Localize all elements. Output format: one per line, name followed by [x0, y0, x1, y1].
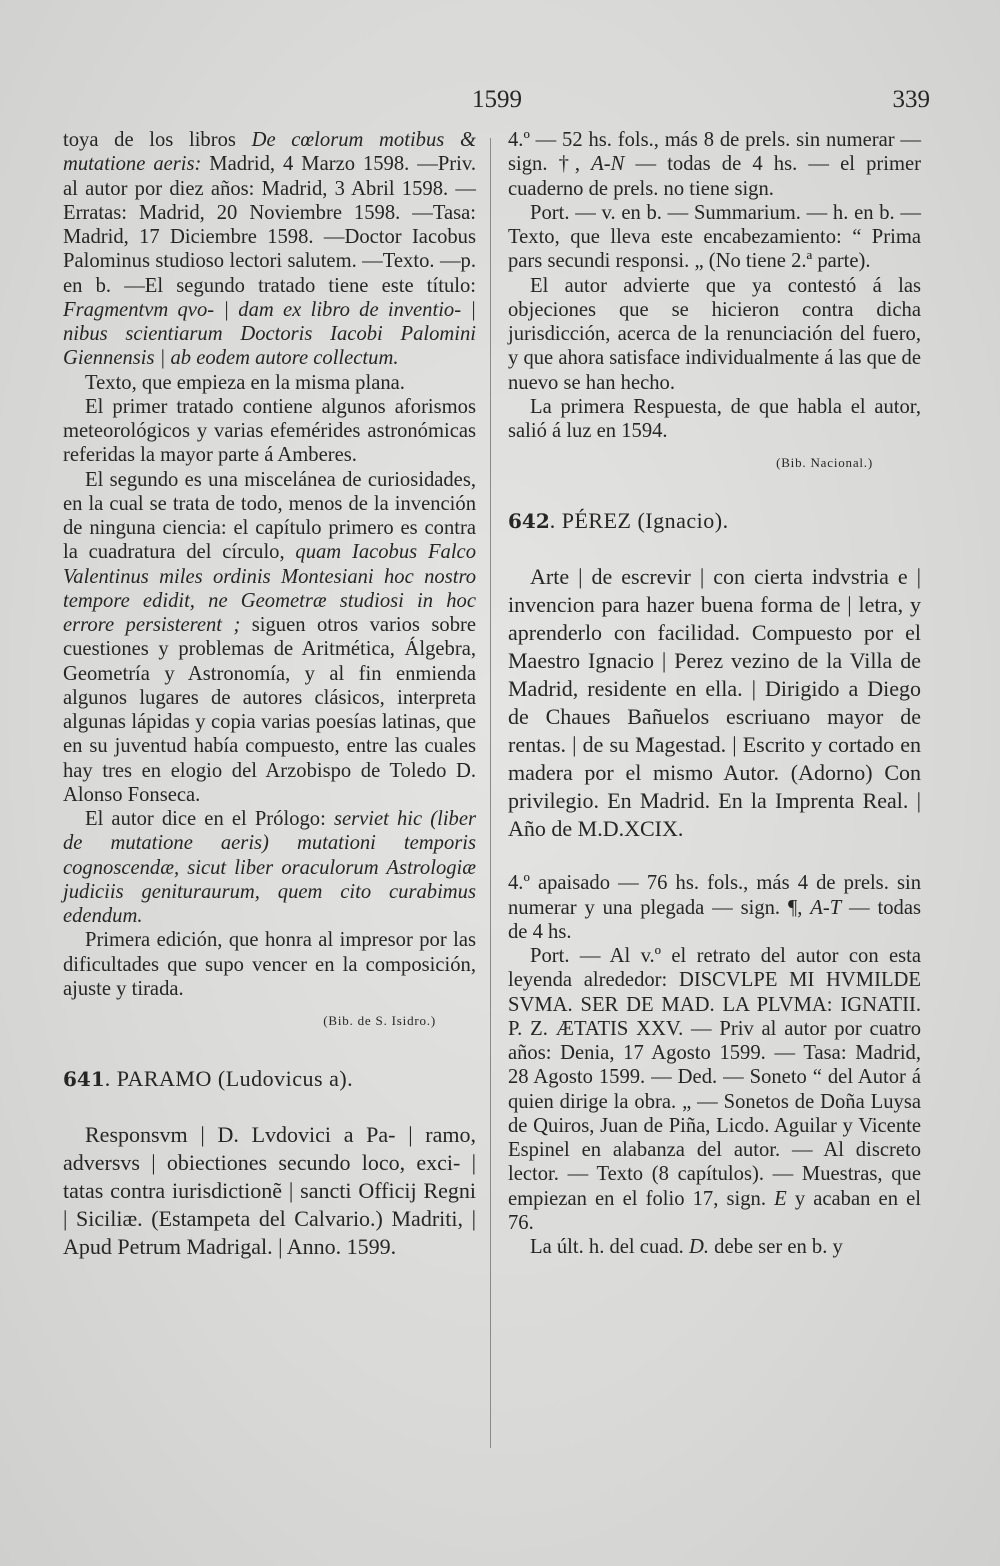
right-column: [508, 128, 921, 1259]
source-library: (Bib. Nacional.): [776, 455, 873, 471]
right-paragraphs: [508, 128, 921, 443]
text-run: El autor dice en el Prólogo:: [85, 808, 334, 830]
paragraph-d3: [508, 1235, 921, 1259]
entry-description: [508, 871, 921, 1259]
entry-title-transcription: Responsvm | D. Lvdovici a Pa- | ramo, adversvs | obiectiones secundo loco, exci- | tatas contra iurisdictionẽ | sancti Officij Regni | Siciliæ. (Estampeta del Calvario.) Madriti, | Apud Petrum Madrigal. | Anno. 1599.: [63, 1122, 476, 1259]
paragraph-r1: [508, 128, 921, 201]
paragraph-p5: [63, 807, 476, 928]
entry-heading: 641. PARAMO (Ludovicus a).: [63, 1066, 354, 1091]
italic-run: A-T: [810, 896, 842, 919]
source-library: (Bib. de S. Isidro.): [323, 1013, 436, 1028]
paragraph-p2: [63, 371, 476, 395]
text-run: El autor advierte que ya contestó á las objeciones que se hicieron contra dicha jurisdicción, acerca de la renunciación del fuero, y que ahora satisface individualmente á las que de nuevo se han hecho.: [508, 274, 921, 394]
italic-run: De cœlorum motibus & mutatione aeris:: [63, 129, 476, 176]
text-run: Primera edición, que honra al impresor por las dificultades que supo vencer en la composición, ajuste y tirada.: [63, 929, 476, 1000]
text-run: 4.º apaisado — 76 hs. fols., más 4 de prels. sin numerar y una plegada — sign. ¶,: [508, 872, 921, 919]
text-run: siguen otros varios sobre cuestiones y problemas de Aritmética, Álgebra, Geometría y Astronomía, y al fin enmienda algunos lugares de autores clásicos, interpreta algunas lápidas y copia varias poesías latinas, que en su juventud había compuesto, entre las cuales hay tres en elogio del Arzobispo de Toledo D. Alonso Fonseca.: [63, 614, 476, 806]
text-run: 4.º — 52 hs. fols., más 8 de prels. sin numerar — sign. †,: [508, 129, 921, 176]
text-run: y acaban en el 76.: [508, 1187, 921, 1234]
left-paragraphs: [63, 128, 476, 1001]
paragraph-r4: [508, 395, 921, 444]
text-run: La últ. h. del cuad.: [530, 1236, 689, 1258]
column-divider: [490, 138, 491, 1448]
page-number: 339: [892, 86, 930, 113]
italic-run: Fragmentvm qvo- | dam ex libro de inventio- | nibus scientiarum Doctoris Iacobi Palomini Giennensis | ab eodem autore collectum.: [63, 298, 476, 370]
text-run: La primera Respuesta, de que habla el autor, salió á luz en 1594.: [508, 395, 921, 442]
text-run: — todas de 4 hs.: [508, 896, 921, 943]
paragraph-d1: [508, 871, 921, 944]
text-run: El primer tratado contiene algunos aforismos meteorológicos y varias efemérides astronómicas referidas la mayor parte á Amberes.: [63, 395, 476, 467]
paragraph-p3: [63, 395, 476, 468]
text-run: Port. — v. en b. — Summarium. — h. en b. — Texto, que lleva este encabezamiento: “ Prima pars secundi responsi. „ (No tiene 2.ª parte).: [508, 201, 921, 273]
paragraph-p6: [63, 928, 476, 1001]
paragraph-r2: [508, 201, 921, 274]
text-run: El segundo es una miscelánea de curiosidades, en la cual se trata de todo, menos de la invención de ninguna ciencia: el capítulo primero es contra la cuadratura del círculo,: [63, 468, 476, 564]
running-head-year: 1599: [472, 86, 522, 113]
italic-run: quam Iacobus Falco Valentinus miles ordinis Montesiani hoc nostro tempore edidit, ne Geometræ studiosi in hoc errore persisterent ;: [63, 541, 476, 636]
entry-heading: 642. PÉREZ (Ignacio).: [508, 508, 729, 534]
text-run: Madrid, 4 Marzo 1598. —Priv. al autor por diez años: Madrid, 3 Abril 1598. —Erratas: Madrid, 20 Noviembre 1598. —Tasa: Madrid, 17 Diciembre 1598. —Doctor Iacobus Palominus studioso lectori salutem. —Texto. —p. en b. —El segundo tratado tiene este título:: [63, 153, 476, 297]
paragraph-p4: [63, 468, 476, 808]
italic-run: E: [774, 1187, 787, 1210]
text-run: debe ser en b. y: [709, 1236, 843, 1258]
entry-number: 642: [508, 509, 550, 534]
italic-run: serviet hic (liber de mutatione aeris) mutationi temporis cognoscendæ, sicut liber oraculorum Astrologiæ judiciis genituraurum, quem cito curabimus edendum.: [63, 808, 477, 927]
entry-author: PARAMO (Ludovicus a).: [116, 1066, 354, 1091]
text-run: — todas de 4 hs. — el primer cuaderno de prels. no tiene sign.: [508, 153, 921, 200]
paragraph-cont: [63, 128, 476, 371]
text-run: Port. — Al v.º el retrato del autor con esta leyenda alrededor: DISCVLPE MI HVMILDE SVMA. SER DE MAD. LA PLVMA: IGNATII. P. Z. ÆTATIS XXV. — Priv al autor por cuatro años: Denia, 17 Agosto 1599. — Tasa: Madrid, 28 Agosto 1599. — Ded. — Soneto “ del Autor á quien dirige la obra. „ — Sonetos de Doña Luysa de Quiros, Juan de Piña, Licdo. Aguilar y Vicente Espinel en alabanza del autor. — Al discreto lector. — Texto (8 capítulos). — Muestras, que empiezan en el folio 17, sign.: [508, 945, 921, 1210]
text-run: toya de los libros: [63, 129, 252, 151]
entry-title-transcription: Arte | de escrevir | con cierta indvstria e | invencion para hazer buena forma de | letra, y aprenderlo con facilidad. Compuesto por el Maestro Ignacio | Perez vezino de la Villa de Madrid, residente en ella. | Dirigido a Diego de Chaues Bañuelos escriuano mayor de rentas. | de su Magestad. | Escrito y cortado en madera por el mismo Autor. (Adorno) Con privilegio. En Madrid. En la Imprenta Real. | Año de M.D.XCIX.: [508, 564, 921, 842]
entry-number: 641: [63, 1067, 105, 1091]
left-column: [63, 128, 476, 1261]
entry-author: PÉREZ (Ignacio).: [561, 508, 729, 534]
running-head: [60, 86, 930, 118]
paragraph-d2: [508, 944, 921, 1235]
text-run: Texto, que empieza en la misma plana.: [85, 371, 405, 394]
paragraph-r3: [508, 274, 921, 395]
italic-run: A-N: [591, 153, 625, 176]
italic-run: D.: [688, 1236, 710, 1258]
